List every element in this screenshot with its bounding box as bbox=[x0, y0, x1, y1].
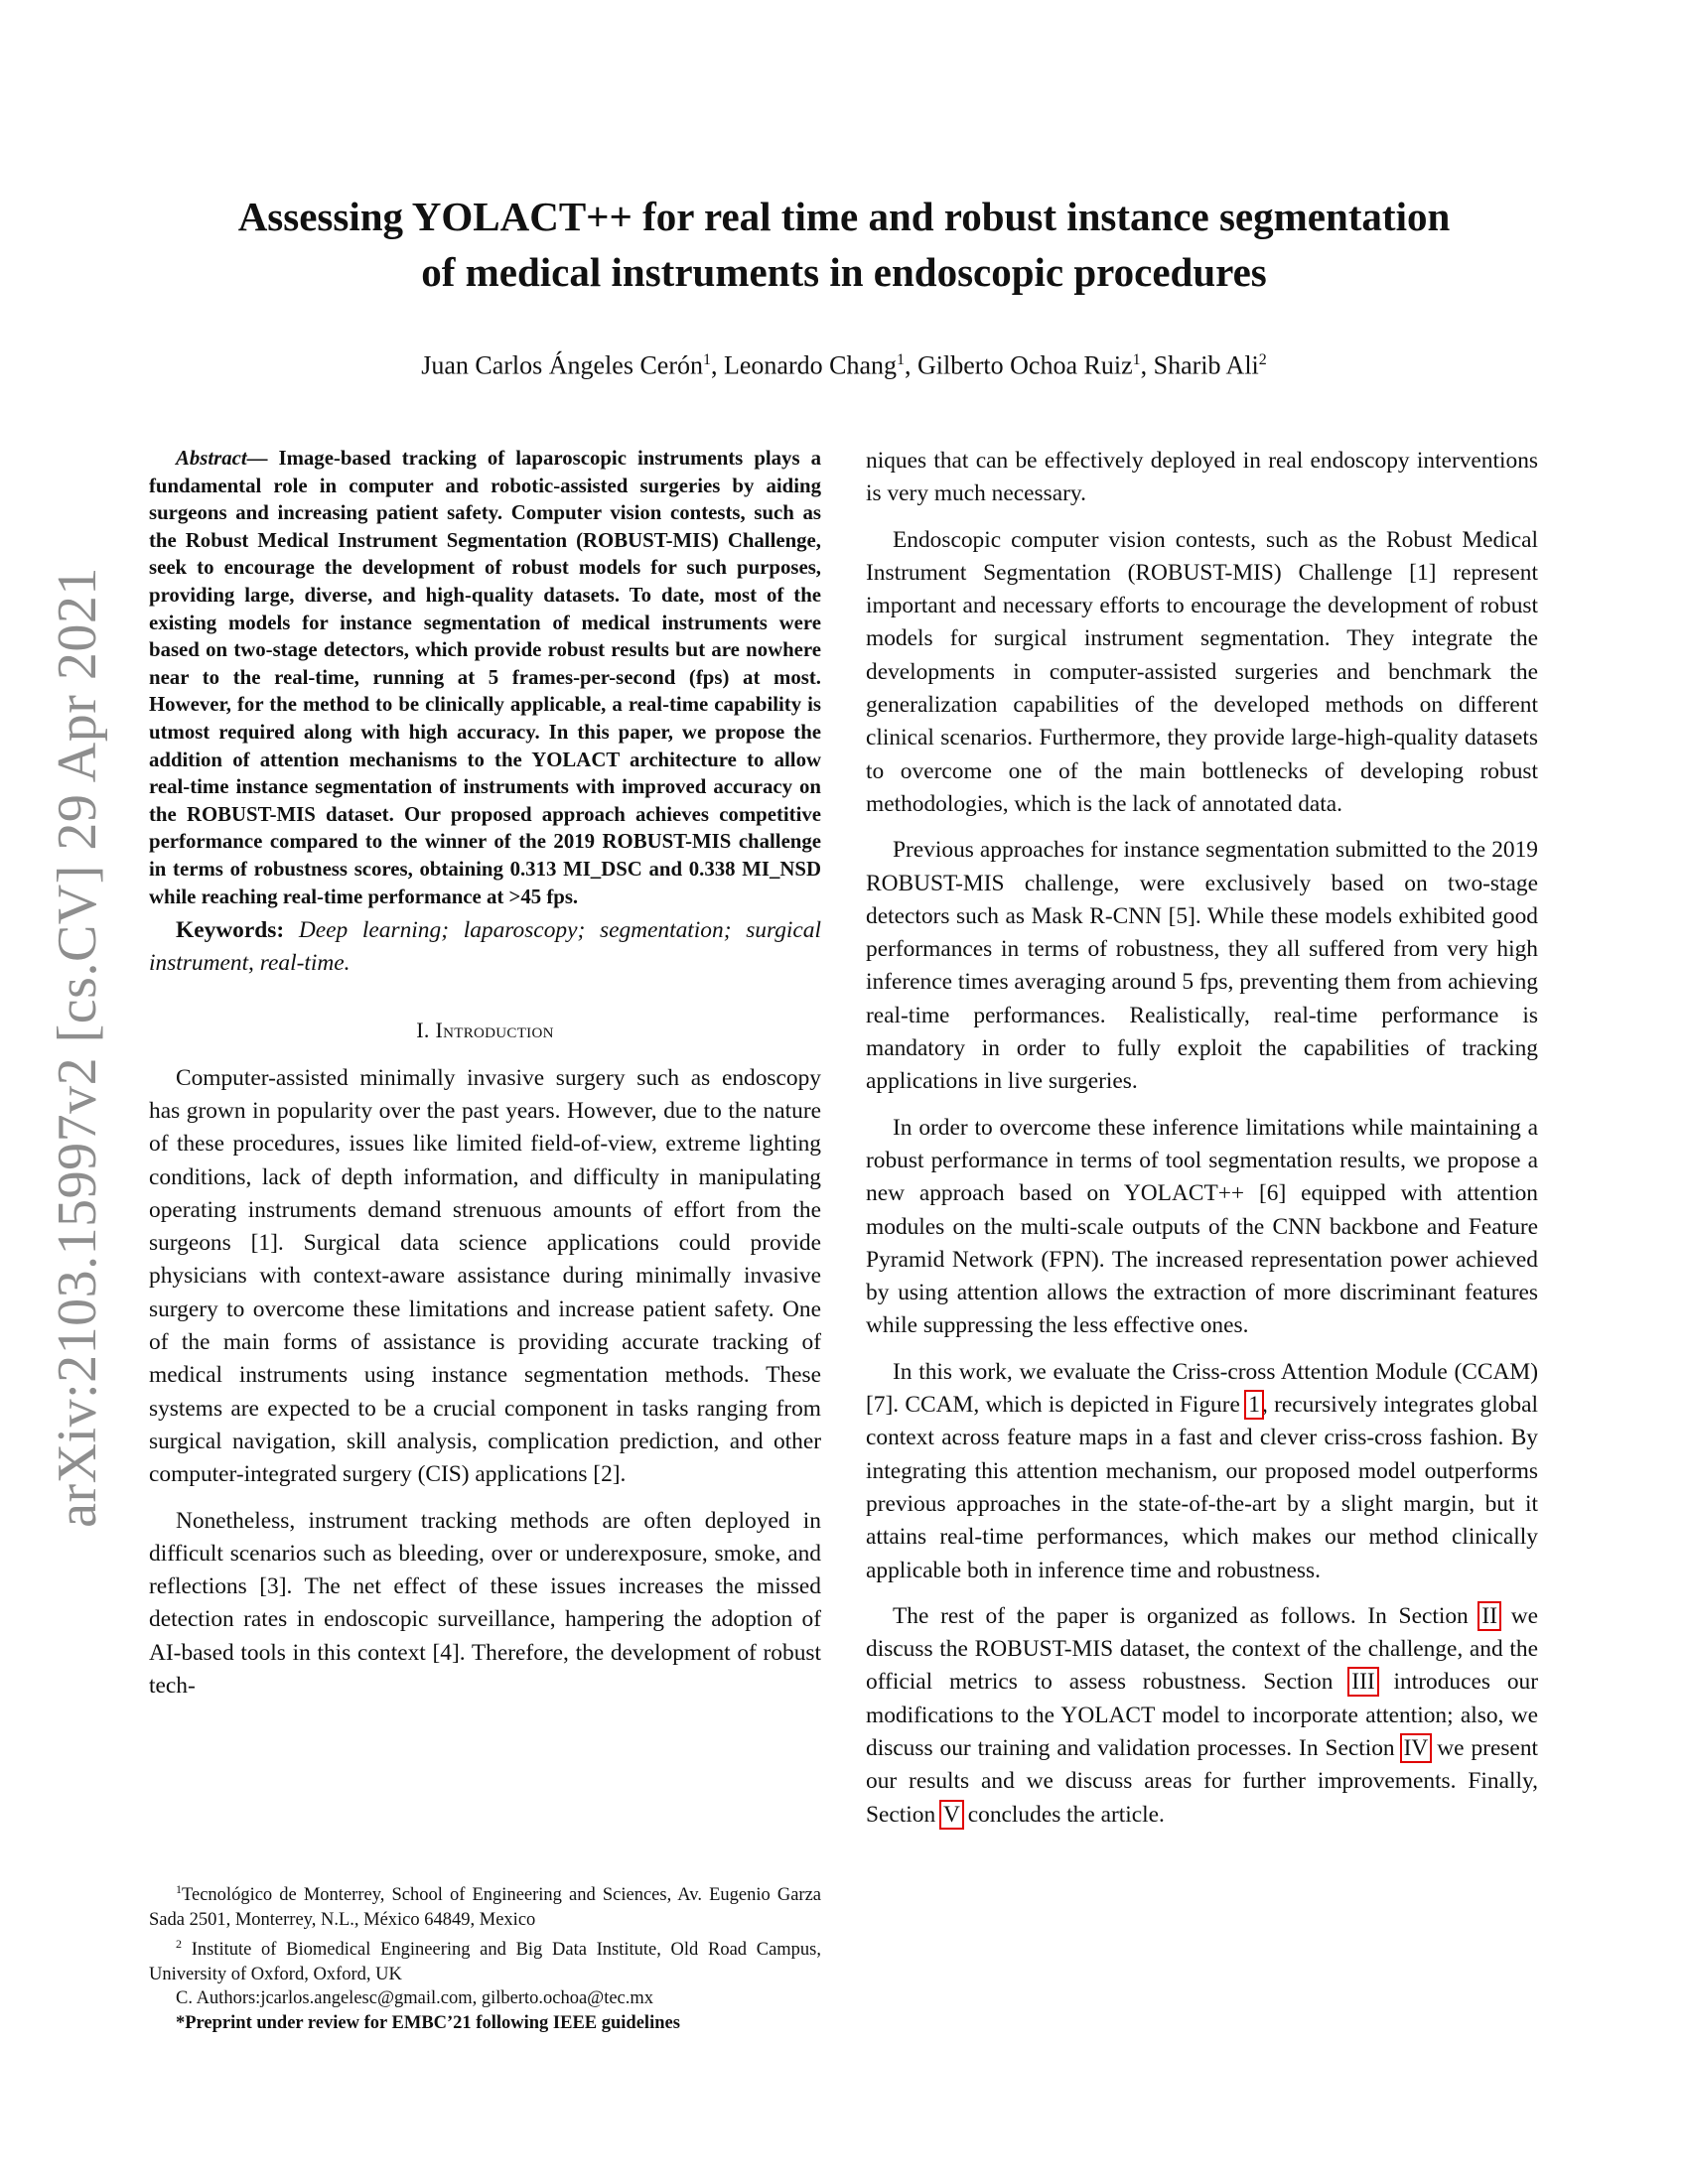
body-paragraph bbox=[866, 1600, 1538, 1832]
paragraph-text: , recursively integrates global context across feature maps in a fast and clever criss-cross fashion. By integrating this attention mechanism, our proposed model outperforms previous approaches in the state-of-the-art by a slight margin, but it attains real-time performances, which makes our method clinically applicable both in inference time and robustness. bbox=[866, 1392, 1538, 1583]
footnotes bbox=[149, 1877, 821, 2035]
right-column bbox=[866, 445, 1538, 1832]
footnote-mark: 2 bbox=[176, 1937, 182, 1952]
paper-title bbox=[149, 189, 1539, 300]
abstract bbox=[149, 445, 821, 910]
affiliation-mark: 1 bbox=[897, 351, 905, 368]
section-reference-link[interactable]: V bbox=[943, 1801, 960, 1828]
keywords bbox=[149, 914, 821, 981]
affiliation-mark: 2 bbox=[1258, 351, 1267, 368]
figure-reference-link[interactable]: 1 bbox=[1248, 1392, 1260, 1419]
footnote-preprint-note: *Preprint under review for EMBC’21 following IEEE guidelines bbox=[176, 2012, 680, 2033]
arxiv-identifier-stamp bbox=[38, 567, 117, 1528]
footnote-affiliation-2 bbox=[149, 1932, 821, 1986]
body-paragraph: Computer-assisted minimally invasive surgery such as endoscopy has grown in popularity over the past years. However, due to the nature of these procedures, issues like limited field-of-view, extreme lighting conditions, lack of depth information, and difficulty in manipulating operating instruments demand strenuous amounts of effort from the surgeons [1]. Surgical data science applications could provide physicians with context-aware assistance during minimally invasive surgery to overcome these limitations and increase patient safety. One of the main forms of assistance is providing accurate tracking of medical instruments using instance segmentation methods. These systems are expected to be a crucial component in tasks ranging from surgical navigation, skill analysis, complication prediction, and other computer-integrated surgery (CIS) applications [2]. bbox=[149, 1064, 821, 1488]
affiliation-mark: 1 bbox=[702, 351, 711, 368]
paragraph-text: introduces our modifications to the YOLACT model to incorporate attention; also, we discuss our training and validation processes. In Section bbox=[866, 1669, 1538, 1761]
body-paragraph: Previous approaches for instance segmentation submitted to the 2019 ROBUST-MIS challenge, were exclusively based on two-stage detectors such as Mask R-CNN [5]. While these models exhibited good performances in terms of robustness, they all suffered from very high inference times averaging around 5 fps, preventing them from achieving real-time performances. Realistically, real-time performance is mandatory in order to fully exploit the capabilities of tracking applications in live surgeries. bbox=[866, 837, 1538, 1095]
footnote-affiliation-1 bbox=[149, 1877, 821, 1932]
section-reference-link[interactable]: IV bbox=[1403, 1734, 1429, 1761]
body-paragraph: In order to overcome these inference limitations while maintaining a robust performance in terms of tool segmentation results, we propose a new approach based on YOLACT++ [6] equipped with attention modules on the multi-scale outputs of the CNN backbone and Feature Pyramid Network (FPN). The increased representation power achieved by using attention allows the extraction of more discriminant features while suppressing the less effective ones. bbox=[866, 1114, 1538, 1339]
paragraph-text: The rest of the paper is organized as follows. In Section bbox=[893, 1602, 1480, 1629]
keywords-label: Keywords: bbox=[176, 917, 285, 944]
author-name: Leonardo Chang bbox=[723, 350, 897, 380]
footnote-mark: 1 bbox=[176, 1882, 182, 1896]
author-name: Juan Carlos Ángeles Cerón bbox=[421, 350, 703, 380]
left-column bbox=[149, 445, 821, 1703]
paragraph-text: we discuss the ROBUST-MIS dataset, the context of the challenge, and the official metrics to assess robustness. Section bbox=[866, 1602, 1538, 1696]
body-paragraph: niques that can be effectively deployed in real endoscopy interventions is very much necessary. bbox=[866, 448, 1538, 507]
abstract-text: Image-based tracking of laparoscopic instruments plays a fundamental role in computer and robotic-assisted surgeries by aiding surgeons and increasing patient safety. Computer vision contests, such as the Robust Medical Instrument Segmentation (ROBUST-MIS) Challenge, seek to encourage the development of robust models for such purposes, providing large, diverse, and high-quality datasets. To date, most of the existing models for instance segmentation of medical instruments were based on two-stage detectors, which provide robust results but are nowhere near to the real-time, running at 5 frames-per-second (fps) at most. However, for the method to be clinically applicable, a real-time capability is utmost required along with high accuracy. In this paper, we propose the addition of attention mechanisms to the YOLACT architecture to allow real-time instance segmentation of instruments with improved accuracy on the ROBUST-MIS dataset. Our proposed approach achieves competitive performance compared to the winner of the 2019 ROBUST-MIS challenge in terms of robustness scores, obtaining 0.313 MI_DSC and 0.338 MI_NSD while reaching real-time performance at >45 fps. bbox=[149, 447, 821, 908]
paragraph-text: we present our results and we discuss areas for further improvements. Finally, Section bbox=[866, 1734, 1539, 1828]
body-paragraph: Endoscopic computer vision contests, such as the Robust Medical Instrument Segmentation (ROBUST-MIS) Challenge [1] represent important and necessary efforts to encourage the development of robust models for surgical instrument segmentation. They integrate the developments in computer-assisted surgeries and benchmark the generalization capabilities of the developed methods on different clinical scenarios. Furthermore, they provide large-high-quality datasets to overcome one of the main bottlenecks of developing robust methodologies, which is the lack of annotated data. bbox=[866, 526, 1538, 817]
paragraph-text: In this work, we evaluate the Criss-cross Attention Module (CCAM) [7]. CCAM, which is depicted in Figure bbox=[866, 1358, 1538, 1419]
paper-title-line-2: of medical instruments in endoscopic procedures bbox=[421, 249, 1267, 295]
footnote-text: Institute of Biomedical Engineering and Big Data Institute, Old Road Campus, University of Oxford, Oxford, UK bbox=[149, 1940, 821, 1984]
footnote-contact: C. Authors:jcarlos.angelesc@gmail.com, gilberto.ochoa@tec.mx bbox=[176, 1988, 654, 2009]
section-reference-link[interactable]: II bbox=[1481, 1602, 1498, 1629]
affiliation-mark: 1 bbox=[1132, 351, 1141, 368]
paper-title-line-1: Assessing YOLACT++ for real time and robust instance segmentation bbox=[237, 194, 1451, 239]
body-paragraph bbox=[866, 1356, 1538, 1587]
arxiv-identifier-text: arXiv:2103.15997v2 [cs.CV] 29 Apr 2021 bbox=[47, 567, 108, 1528]
paragraph-text: concludes the article. bbox=[961, 1801, 1165, 1828]
author-name: Gilberto Ochoa Ruiz bbox=[917, 350, 1133, 380]
abstract-label: Abstract bbox=[176, 447, 247, 470]
section-heading-introduction bbox=[149, 1017, 821, 1044]
section-reference-link[interactable]: III bbox=[1351, 1669, 1375, 1696]
section-number: I. bbox=[416, 1017, 436, 1042]
body-paragraph: Nonetheless, instrument tracking methods are often deployed in difficult scenarios such as bleeding, over or underexposure, smoke, and reflections [3]. The net effect of these issues increases the missed detection rates in endoscopic surveillance, hampering the adoption of AI-based tools in this context [4]. Therefore, the development of robust tech- bbox=[149, 1507, 821, 1700]
footnote-text: Tecnológico de Monterrey, School of Engineering and Sciences, Av. Eugenio Garza Sada 2501, Monterrey, N.L., México 64849, Mexico bbox=[149, 1885, 821, 1930]
author-list: Juan Carlos Ángeles Cerón$^1$, Leonardo Chang$^1$, Gilberto Ochoa Ruiz$^1$, Sharib Ali$^2$ bbox=[421, 350, 1267, 380]
keywords-text: Deep learning; laparoscopy; segmentation; surgical instrument, real-time. bbox=[149, 917, 821, 977]
author-name: Sharib Ali bbox=[1153, 350, 1259, 380]
abstract-dash: — bbox=[246, 447, 268, 470]
section-title: Introduction bbox=[435, 1017, 554, 1042]
